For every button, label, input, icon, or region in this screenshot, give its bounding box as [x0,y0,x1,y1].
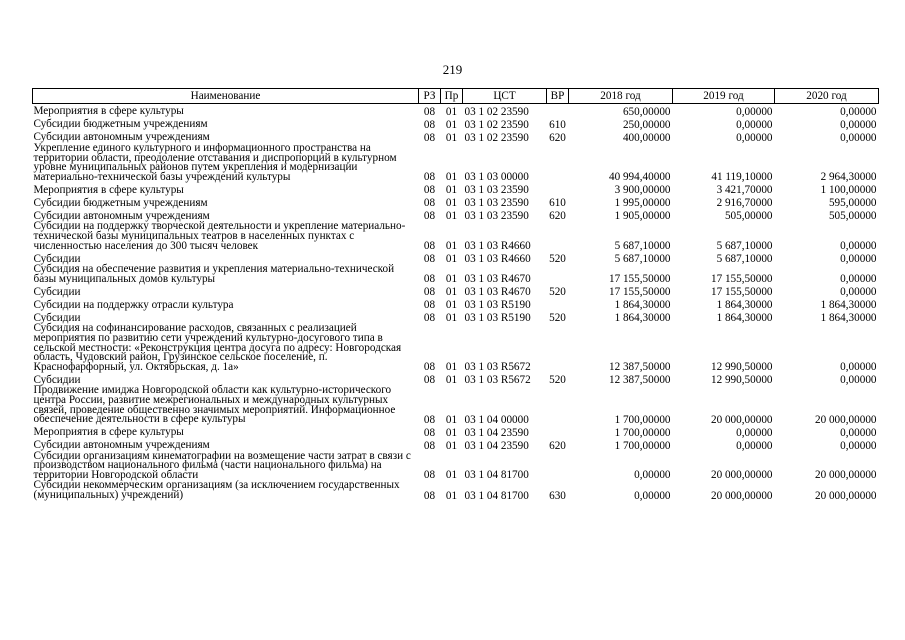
table-header-row [33,89,879,104]
row-value-2020: 1 100,00000 [820,184,877,197]
table-row [33,117,879,130]
row-cst: 03 1 04 81700 [464,469,529,482]
row-cst: 03 1 04 23590 [464,426,529,439]
row-pr: 01 [445,253,458,266]
row-pr: 01 [445,197,458,210]
row-cst: 03 1 04 81700 [464,489,529,502]
row-value-2019: 505,00000 [724,210,773,223]
row-value-2018: 0,00000 [634,469,671,482]
column-header-pr: Пр [441,89,463,104]
column-header-rz: РЗ [419,89,441,104]
row-cst: 03 1 04 23590 [464,439,529,452]
row-cst: 03 1 02 23590 [464,119,529,131]
row-cst: 03 1 03 R4670 [464,273,531,286]
row-pr: 01 [445,299,458,312]
row-value-2019: 12 990,50000 [710,374,773,387]
row-value-2019: 0,00000 [736,426,773,439]
row-vr: 610 [549,119,566,131]
table-row [33,480,879,500]
row-rz: 08 [423,426,436,439]
row-name: Субсидии на поддержку отрасли культура [33,298,234,311]
column-header-vr: ВР [547,89,569,104]
row-cst: 03 1 03 R4670 [464,286,531,299]
row-name: Субсидии организациям кинематографии на возмещение части затрат в связи с производством национального фильма (части национального фильма) на территории Новгородской области [33,449,411,481]
row-value-2019: 0,00000 [736,119,773,131]
row-name: Мероприятия в сфере культуры [33,105,184,118]
column-header-cst: ЦСТ [463,89,547,104]
row-value-2018: 17 155,50000 [608,273,671,286]
row-rz: 08 [423,286,436,299]
row-value-2019: 0,00000 [736,439,773,452]
row-rz: 08 [423,197,436,210]
row-pr: 01 [445,210,458,223]
row-value-2020: 1 864,30000 [820,299,877,312]
row-vr [547,264,569,284]
row-name: Субсидии [33,311,81,324]
row-value-2018: 12 387,50000 [608,374,671,387]
column-header-2019: 2019 год [673,89,775,104]
table-row [33,195,879,208]
row-cst: 03 1 03 R5672 [464,374,531,387]
row-value-2020: 0,00000 [840,273,877,286]
row-rz: 08 [423,312,436,325]
row-value-2020: 0,00000 [840,106,877,118]
row-value-2018: 1 700,00000 [614,413,671,426]
row-value-2020: 0,00000 [840,253,877,266]
row-rz: 08 [423,469,436,482]
row-rz: 08 [423,374,436,387]
table-row [33,297,879,310]
row-cst: 03 1 03 R5190 [464,312,531,325]
row-value-2019: 5 687,10000 [716,253,773,266]
row-name: Субсидия на софинансирование расходов, связанных с реализацией мероприятия по развитию сети учреждений культурно-досугового типа в сельской местности: «Реконструкция центра досуга по адресу: Новгородская область, Чудовский район, Грузинское сельское поселение, п. Краснофарфорный, ул. Октябрьская, д. 1а» [33,322,402,373]
row-value-2019: 17 155,50000 [710,273,773,286]
table-row [33,264,879,284]
row-value-2019: 20 000,00000 [710,469,773,482]
row-vr: 520 [549,286,566,299]
row-cst: 03 1 03 23590 [464,210,529,223]
row-value-2019: 1 864,30000 [716,312,773,325]
row-value-2020: 595,00000 [828,197,877,210]
row-vr: 620 [549,132,566,144]
row-rz: 08 [423,299,436,312]
row-rz: 08 [423,439,436,452]
row-rz: 08 [423,240,436,253]
row-value-2020: 20 000,00000 [814,469,877,482]
row-value-2018: 40 994,40000 [608,171,671,184]
table-row [33,451,879,481]
row-pr: 01 [445,273,458,286]
column-header-name: Наименование [33,89,419,104]
row-value-2019: 1 864,30000 [716,299,773,312]
row-vr [547,221,569,251]
row-value-2019: 20 000,00000 [710,413,773,426]
row-name: Субсидии [33,252,81,265]
row-pr: 01 [445,489,458,502]
row-vr: 610 [549,197,566,210]
row-value-2018: 1 700,00000 [614,439,671,452]
row-name: Субсидии бюджетным учреждениям [33,118,208,131]
row-value-2020: 0,00000 [840,374,877,387]
row-cst: 03 1 03 R5190 [464,299,531,312]
row-vr: 520 [549,374,566,387]
table-row [33,385,879,424]
row-value-2020: 0,00000 [840,426,877,439]
row-name: Субсидии некоммерческим организациям (за исключением государственных (муниципальных) учреждений) [33,479,400,502]
row-name: Субсидия на обеспечение развития и укрепления материально-технической базы муниципальных домов культуры [33,263,395,285]
row-name: Субсидии бюджетным учреждениям [33,196,208,209]
table-row [33,425,879,438]
row-value-2020: 0,00000 [840,240,877,253]
table-row [33,438,879,451]
row-value-2018: 0,00000 [634,489,671,502]
row-value-2018: 400,00000 [622,132,671,144]
row-value-2018: 5 687,10000 [614,240,671,253]
row-name: Мероприятия в сфере культуры [33,183,184,196]
row-value-2019: 5 687,10000 [716,240,773,253]
row-name: Субсидии [33,285,81,298]
row-value-2018: 1 905,00000 [614,210,671,223]
row-value-2018: 12 387,50000 [608,361,671,374]
row-name: Субсидии на поддержку творческой деятельности и укрепление материально-технической базы муниципальных театров в населенных пунктах с численностью населения до 300 тысяч человек [33,220,406,252]
row-vr [547,297,569,310]
row-cst: 03 1 03 23590 [464,197,529,210]
row-value-2019: 0,00000 [736,106,773,118]
row-value-2020: 1 864,30000 [820,312,877,325]
row-value-2019: 3 421,70000 [716,184,773,197]
table-row [33,221,879,251]
row-value-2020: 0,00000 [840,119,877,131]
row-rz: 08 [423,106,436,118]
row-pr: 01 [445,184,458,197]
row-rz: 08 [423,171,436,184]
table-row [33,182,879,195]
row-name: Субсидии автономным учреждениям [33,439,210,452]
row-vr: 630 [549,489,566,502]
row-vr [547,425,569,438]
row-pr: 01 [445,171,458,184]
row-cst: 03 1 03 00000 [464,171,529,184]
row-rz: 08 [423,361,436,374]
row-rz: 08 [423,489,436,502]
row-cst: 03 1 04 00000 [464,413,529,426]
row-value-2018: 1 864,30000 [614,312,671,325]
row-vr: 620 [549,439,566,452]
row-value-2018: 1 700,00000 [614,426,671,439]
row-value-2020: 20 000,00000 [814,489,877,502]
table-row [33,323,879,372]
row-name: Продвижение имиджа Новгородской области как культурно-исторического центра России, развитие межрегиональных и международных культурных связей, проведение общественно значимых мероприятий. Информационное обеспечение деятельности в сфере культуры [33,384,396,426]
row-pr: 01 [445,374,458,387]
row-name: Укрепление единого культурного и информационного пространства на территории области, преодоление отставания и диспропорций в культурном уровне муниципальных районов путем укрепления и модернизации материально-технической базы учреждений культуры [33,142,397,183]
row-cst: 03 1 03 23590 [464,184,529,197]
row-pr: 01 [445,119,458,131]
row-rz: 08 [423,184,436,197]
row-name: Субсидии [33,373,81,386]
row-rz: 08 [423,273,436,286]
row-vr [547,104,569,118]
row-rz: 08 [423,119,436,131]
row-value-2019: 17 155,50000 [710,286,773,299]
row-vr: 620 [549,210,566,223]
row-value-2020: 0,00000 [840,439,877,452]
row-vr: 520 [549,312,566,325]
row-value-2018: 1 864,30000 [614,299,671,312]
row-value-2020: 0,00000 [840,132,877,144]
row-value-2019: 20 000,00000 [710,489,773,502]
row-pr: 01 [445,469,458,482]
row-value-2020: 2 964,30000 [820,171,877,184]
row-value-2019: 12 990,50000 [710,361,773,374]
row-value-2018: 3 900,00000 [614,184,671,197]
row-cst: 03 1 03 R4660 [464,253,531,266]
row-pr: 01 [445,240,458,253]
row-value-2019: 2 916,70000 [716,197,773,210]
row-value-2018: 650,00000 [622,106,671,118]
row-value-2020: 505,00000 [828,210,877,223]
row-rz: 08 [423,210,436,223]
table-body [33,104,879,501]
row-cst: 03 1 02 23590 [464,106,529,118]
table-row [33,143,879,182]
table-row [33,284,879,297]
row-pr: 01 [445,439,458,452]
row-pr: 01 [445,132,458,144]
row-vr [547,182,569,195]
row-vr [547,143,569,182]
row-value-2020: 20 000,00000 [814,413,877,426]
row-value-2019: 41 119,10000 [711,171,773,184]
row-value-2020: 0,00000 [840,361,877,374]
table-row [33,104,879,118]
row-value-2018: 17 155,50000 [608,286,671,299]
row-pr: 01 [445,426,458,439]
row-name: Субсидии автономным учреждениям [33,131,210,144]
column-header-2018: 2018 год [569,89,673,104]
row-cst: 03 1 02 23590 [464,132,529,144]
row-vr [547,385,569,424]
row-pr: 01 [445,312,458,325]
row-vr [547,451,569,481]
row-name: Субсидии автономным учреждениям [33,209,210,222]
row-cst: 03 1 03 R4660 [464,240,531,253]
budget-table [32,88,879,501]
row-value-2019: 0,00000 [736,132,773,144]
row-value-2018: 1 995,00000 [614,197,671,210]
row-pr: 01 [445,286,458,299]
row-cst: 03 1 03 R5672 [464,361,531,374]
page-number: 219 [442,62,463,77]
row-vr [547,323,569,372]
row-value-2018: 250,00000 [622,119,671,131]
row-rz: 08 [423,253,436,266]
row-pr: 01 [445,361,458,374]
column-header-2020: 2020 год [775,89,879,104]
row-name: Мероприятия в сфере культуры [33,426,184,439]
row-pr: 01 [445,106,458,118]
row-value-2018: 5 687,10000 [614,253,671,266]
row-rz: 08 [423,413,436,426]
row-pr: 01 [445,413,458,426]
row-rz: 08 [423,132,436,144]
row-vr: 520 [549,253,566,266]
row-value-2020: 0,00000 [840,286,877,299]
